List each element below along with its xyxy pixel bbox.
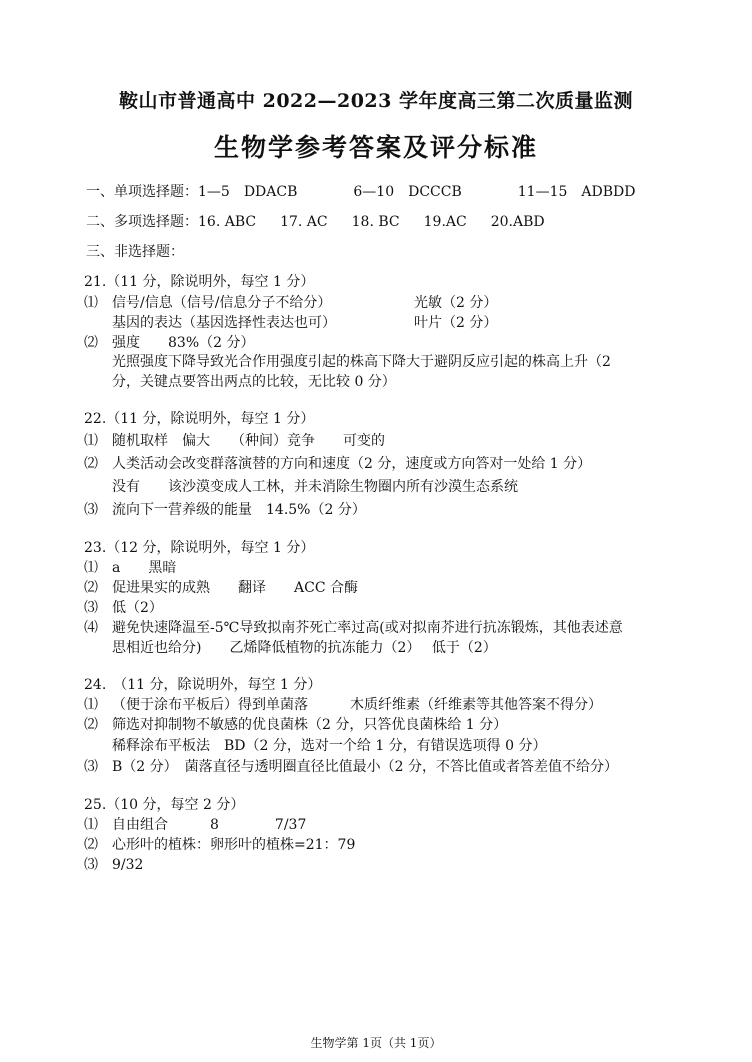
- part-number: ⑵: [84, 335, 98, 351]
- answer-text: 心形叶的植株：卵形叶的植株=21：79: [112, 837, 356, 853]
- part-number: ⑵: [84, 580, 98, 596]
- part-number: ⑴: [84, 817, 98, 833]
- q25-part3: [84, 856, 143, 874]
- answer-text: （便于涂布平板后）得到单菌落 木质纤维素（纤维素等其他答案不得分）: [112, 697, 602, 713]
- q21-part1-line1-right: 光敏（2 分）: [414, 295, 498, 311]
- q23-heading: 23.（12 分，除说明外，每空 1 分）: [84, 540, 315, 556]
- q23-part1: [84, 559, 176, 577]
- q22-part3: [84, 501, 366, 519]
- answer-text: 强度 83%（2 分）: [112, 335, 255, 351]
- q22-heading: 22.（11 分，除说明外，每空 1 分）: [84, 411, 315, 427]
- answer-group: 6—10 DCCCB: [353, 184, 462, 200]
- part-number: ⑶: [84, 759, 98, 775]
- q23-part4-line2: 思相近也给分) 乙烯降低植物的抗冻能力（2） 低于（2）: [112, 640, 497, 656]
- answer-text: 低（2）: [112, 600, 163, 616]
- q22-part2-line1: [84, 455, 591, 473]
- part-number: ⑵: [84, 717, 98, 733]
- part-number: ⑶: [84, 857, 98, 873]
- answer-group: 1—5 DDACB: [198, 184, 298, 200]
- answer-text: a 黑暗: [112, 560, 177, 576]
- section-non-choice: 三、非选择题：: [86, 244, 184, 260]
- part-number: ⑴: [84, 697, 98, 713]
- part-number: ⑵: [84, 456, 98, 472]
- answer-item: 16. ABC: [198, 214, 257, 230]
- q25-heading: 25.（10 分，每空 2 分）: [84, 797, 245, 813]
- q24-part2-line2: 稀释涂布平板法 BD（2 分，选对一个给 1 分，有错误选项得 0 分）: [112, 738, 547, 754]
- answer-text: 随机取样 偏大 （种间）竞争 可变的: [112, 433, 385, 449]
- q21-heading: 21.（11 分，除说明外，每空 1 分）: [84, 274, 315, 290]
- answer-text: 流向下一营养级的能量 14.5%（2 分）: [112, 502, 366, 518]
- q25-part1: [84, 816, 306, 834]
- part-number: ⑵: [84, 837, 98, 853]
- answer-text: 自由组合 8 7/37: [112, 817, 307, 833]
- q21-part1-line2-right: 叶片（2 分）: [414, 315, 498, 331]
- answer-group: 11—15 ADBDD: [517, 184, 636, 200]
- q22-part1: [84, 432, 385, 450]
- answer-text: 9/32: [112, 857, 144, 873]
- q21-part1-line1: [84, 294, 331, 312]
- q21-part2-line1: [84, 334, 254, 352]
- answer-text: 筛选对抑制物不敏感的优良菌株（2 分，只答优良菌株给 1 分）: [112, 717, 508, 733]
- answer-text: 促进果实的成熟 翻译 ACC 合酶: [112, 580, 358, 596]
- q21-part1-line2: 基因的表达（基因选择性表达也可）: [112, 315, 336, 331]
- q25-part2: [84, 836, 355, 854]
- q22-part2-line2: 没有 该沙漠变成人工林，并未消除生物圈内所有沙漠生态系统: [112, 479, 518, 495]
- answer-item: 20.ABD: [490, 214, 545, 230]
- q21-part2-line3: 分，关键点要答出两点的比较，无比较 0 分）: [112, 374, 396, 390]
- section-multi-choice: [86, 213, 545, 231]
- q23-part3: [84, 599, 163, 617]
- answer-text: 信号/信息（信号/信息分子不给分）: [112, 295, 332, 311]
- q24-part2-line1: [84, 716, 507, 734]
- section-single-choice: [86, 183, 635, 201]
- part-number: ⑴: [84, 433, 98, 449]
- answer-text: B（2 分） 菌落直径与透明圈直径比值最小（2 分，不答比值或者答差值不给分）: [112, 759, 619, 775]
- section-label: 一、单项选择题：: [86, 184, 198, 200]
- part-number: ⑷: [84, 620, 98, 636]
- q23-part2: [84, 579, 358, 597]
- part-number: ⑶: [84, 600, 98, 616]
- q24-heading: 24. （11 分，除说明外，每空 1 分）: [84, 677, 322, 693]
- part-number: ⑴: [84, 560, 98, 576]
- q24-part1: [84, 696, 602, 714]
- q23-part4-line1: [84, 619, 623, 637]
- answer-text: 避免快速降温至-5℃导致拟南芥死亡率过高(或对拟南芥进行抗冻锻炼，其他表述意: [112, 620, 623, 636]
- answer-item: 19.AC: [423, 214, 467, 230]
- answer-text: 人类活动会改变群落演替的方向和速度（2 分，速度或方向答对一处给 1 分）: [112, 456, 592, 472]
- q24-part3: [84, 758, 618, 776]
- answer-item: 17. AC: [280, 214, 328, 230]
- section-label: 二、多项选择题：: [86, 214, 198, 230]
- doc-subtitle: 生物学参考答案及评分标准: [213, 133, 538, 162]
- exam-title: 鞍山市普通高中 2022—2023 学年度高三第二次质量监测: [119, 90, 633, 112]
- part-number: ⑴: [84, 295, 98, 311]
- answer-item: 18. BC: [351, 214, 400, 230]
- page-footer: 生物学第 1页（共 1页）: [310, 1036, 442, 1050]
- q21-part2-line2: 光照强度下降导致光合作用强度引起的株高下降大于避阴反应引起的株高上升（2: [112, 354, 611, 370]
- part-number: ⑶: [84, 502, 98, 518]
